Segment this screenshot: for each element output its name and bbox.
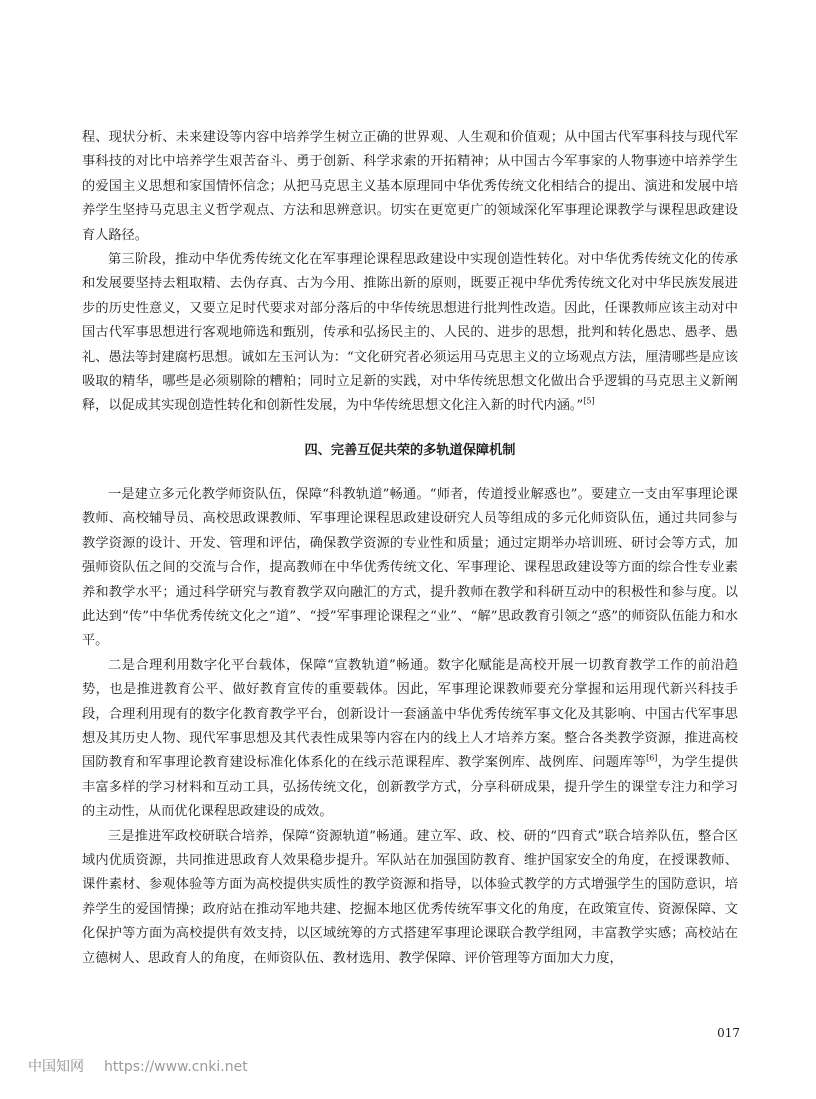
cnki-watermark [28,1056,248,1076]
section-heading: 四、完善互促共荣的多轨道保障机制 [304,442,516,458]
watermark-name: 中国知网 [28,1059,84,1075]
paragraph: 一是建立多元化教学师资队伍，保障“科教轨道”畅通。“师者，传道授业解惑也”。要建立一支由军事理论课教师、高校辅导员、高校思政课教师、军事理论课程思政建设研究人员等组成的多元化师资队伍，通过共同参与教学资源的设计、开发、管理和评估，确保教学资源的专业性和质量；通过定期举办培训班、研讨会等方式，加强师资队伍之间的交流与合作，提高教师在中华优秀传统文化、军事理论、课程思政建设等方面的综合性专业素养和教学水平；通过科学研究与教育教学双向融汇的方式，提升教师在教学和科研互动中的积极性和参与度。以此达到“传”中华优秀传统文化之“道”、“授”军事理论课程之“业”、“解”思政教育引领之“惑”的师资队伍能力和水平。 [82,486,738,649]
paragraph [82,654,738,825]
paragraph [82,248,738,419]
citation-ref[interactable]: [5] [583,397,595,407]
paragraph-text: 二是合理利用数字化平台载体，保障“宣教轨道”畅通。数字化赋能是高校开展一切教育教学工作的前沿趋势，也是推进教育公平、做好教育宣传的重要载体。因此，军事理论课教师要充分掌握和运用现代新兴科技手段，合理利用现有的数字化教育教学平台，创新设计一套涵盖中华优秀传统军事文化及其影响、中国古代军事思想及其历史人物、现代军事思想及其代表性成果等内容在内的线上人才培养方案。整合各类教学资源，推进高校国防教育和军事理论教育建设标准化体系化的在线示范课程库、教学案例库、战例库、问题库等 [82,657,738,771]
article-body [82,126,738,971]
paragraph-text: 第三阶段，推动中华优秀传统文化在军事理论课程思政建设中实现创造性转化。对中华优秀传统文化的传承和发展要坚持去粗取精、去伪存真、古为今用、推陈出新的原则，既要正视中华优秀传统文化对中华民族发展进步的历史性意义，又要立足时代要求对部分落后的中华传统思想进行批判性改造。因此，任课教师应该主动对中国古代军事思想进行客观地筛选和甄别，传承和弘扬民主的、人民的、进步的思想，批判和转化愚忠、愚孝、愚礼、愚法等封建腐朽思想。诚如左玉河认为：“文化研究者必须运用马克思主义的立场观点方法，厘清哪些是应该吸取的精华，哪些是必须剔除的糟粕；同时立足新的实践，对中华传统思想文化做出合乎逻辑的马克思主义新阐释，以促成其实现创造性转化和创新性发展，为中华传统思想文化注入新的时代内涵。” [82,252,738,414]
paragraph-text: ，为学生提供丰富多样的学习材料和互动工具，弘扬传统文化，创新教学方式，分享科研成果，提升学生的课堂专注力和学习的主动性，从而优化课程思政建设的成效。 [82,755,739,820]
watermark-url: https://www.cnki.net [104,1059,248,1075]
page-number: 017 [717,1026,740,1040]
citation-ref[interactable]: [6] [646,753,658,763]
paragraph: 三是推进军政校研联合培养，保障“资源轨道”畅通。建立军、政、校、研的“四育式”联合培养队伍，整合区域内优质资源，共同推进思政育人效果稳步提升。军队站在加强国防教育、维护国家安全的角度，在授课教师、课件素材、参观体验等方面为高校提供实质性的教学资源和指导，以体验式教学的方式增强学生的国防意识，培养学生的爱国情操；政府站在推动军地共建、挖掘本地区优秀传统军事文化的角度，在政策宣传、资源保障、文化保护等方面为高校提供有效支持，以区域统筹的方式搭建军事理论课联合教学组网，丰富教学实感；高校站在立德树人、思政育人的角度，在师资队伍、教材选用、教学保障、评价管理等方面加大力度， [82,828,738,966]
paragraph: 程、现状分析、未来建设等内容中培养学生树立正确的世界观、人生观和价值观；从中国古代军事科技与现代军事科技的对比中培养学生艰苦奋斗、勇于创新、科学求索的开拓精神；从中国古今军事家的人物事迹中培养学生的爱国主义思想和家国情怀信念；从把马克思主义基本原理同中华优秀传统文化相结合的提出、演进和发展中培养学生坚持马克思主义哲学观点、方法和思辨意识。切实在更宽更广的领域深化军事理论课教学与课程思政建设育人路径。 [82,130,738,243]
